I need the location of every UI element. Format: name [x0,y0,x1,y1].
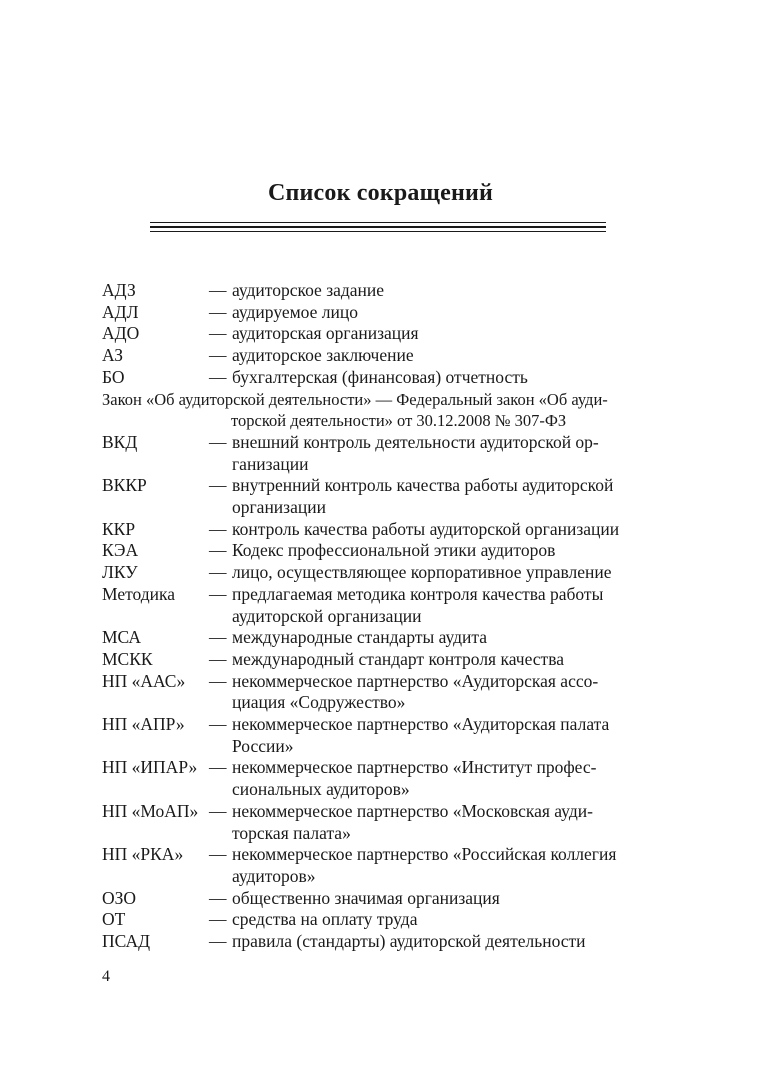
abbreviation-definition-wrap [209,627,647,649]
em-dash: — [209,931,227,952]
abbreviation-entry [102,540,647,562]
em-dash: — [209,583,227,604]
abbreviation-entry [102,909,647,931]
abbreviation-definition-wrap [209,909,647,931]
abbreviation-entry [102,323,647,345]
abbreviation-definition [232,323,647,345]
abbreviation-definition [232,584,647,627]
abbreviation-entry [102,757,647,800]
abbreviation-term: АДЗ [102,280,136,300]
em-dash: — [209,323,227,344]
definition-line: аудируемое лицо [232,301,358,322]
abbreviation-definition [232,888,647,910]
abbreviation-entry [102,931,647,953]
abbreviation-definition [232,562,647,584]
abbreviation-entry [102,562,647,584]
em-dash: — [209,518,227,539]
definition-line: внутренний контроль качества работы аудиторской [232,475,614,496]
definition-line: некоммерческое партнерство «Московская ауди- [232,800,593,821]
definition-line: правила (стандарты) аудиторской деятельности [232,931,586,952]
abbreviation-definition-wrap [209,757,647,800]
abbreviation-definition-wrap [209,888,647,910]
abbreviation-definition [232,931,647,953]
definition-line: бухгалтерская (финансовая) отчетность [232,366,528,387]
abbreviation-entry [102,584,647,627]
abbreviation-definition-wrap [209,931,647,953]
abbreviation-definition [232,367,647,389]
page-title: Список сокращений [267,180,494,206]
abbreviation-definition [232,540,647,562]
definition-line: Кодекс профессиональной этики аудиторов [232,540,556,561]
em-dash: — [209,887,227,908]
abbreviation-definition-wrap [209,801,647,844]
definition-line: аудиторское заключение [232,345,414,366]
abbreviation-definition [232,280,647,302]
abbreviation-term: МСА [102,627,141,648]
definition-line: международные стандарты аудита [232,627,488,648]
entry-text-line: торской деятельности» от 30.12.2008 № 307-ФЗ [231,411,567,431]
em-dash: — [209,345,227,366]
definition-line: некоммерческое партнерство «Институт профес- [232,757,597,778]
abbreviation-definition [232,909,647,931]
em-dash: — [209,800,227,821]
abbreviation-term: АДО [102,323,140,344]
definition-line: общественно значимая организация [232,887,500,908]
abbreviation-entry [102,345,647,367]
abbreviation-term: Методика [102,583,176,604]
em-dash: — [209,431,227,452]
abbreviation-entry [102,888,647,910]
abbreviation-entry [102,280,647,302]
abbreviation-term: ККР [102,518,136,539]
em-dash: — [209,648,227,669]
abbreviation-entry [102,519,647,541]
abbreviation-term: ВКД [102,431,138,452]
definition-line: некоммерческое партнерство «Аудиторская палата [232,714,610,735]
abbreviation-definition [232,627,647,649]
abbreviation-definition-wrap [209,649,647,671]
abbreviation-definition-wrap [209,519,647,541]
definition-line: аудиторов» [232,865,316,886]
abbreviation-term: НП «ААС» [102,670,186,691]
abbreviation-definition-wrap [209,323,647,345]
abbreviation-term: БО [102,366,125,387]
abbreviation-definition-wrap [209,584,647,627]
abbreviation-definition [232,757,647,800]
abbreviation-list [102,280,647,953]
abbreviation-definition-wrap [209,844,647,887]
definition-line: аудиторское задание [232,280,385,300]
em-dash: — [209,540,227,561]
abbreviation-definition [232,519,647,541]
em-dash: — [209,844,227,865]
abbreviation-entry [102,714,647,757]
abbreviation-definition-wrap [209,367,647,389]
abbreviation-definition-wrap [209,432,647,475]
abbreviation-definition-wrap [209,475,647,518]
abbreviation-definition-wrap [209,714,647,757]
definition-line: некоммерческое партнерство «Российская коллегия [232,844,617,865]
em-dash: — [209,475,227,496]
definition-line: ганизации [232,453,309,474]
definition-line: аудиторской организации [232,605,422,626]
abbreviation-term: ВККР [102,475,147,496]
abbreviation-entry-full [102,389,647,432]
abbreviation-entry [102,475,647,518]
abbreviation-definition-wrap [209,345,647,367]
abbreviation-entry [102,367,647,389]
page-number: 4 [102,968,110,985]
abbreviation-entry [102,649,647,671]
abbreviation-term: ПСАД [102,931,151,952]
abbreviation-definition [232,345,647,367]
abbreviation-entry [102,627,647,649]
abbreviation-term: НП «РКА» [102,844,184,865]
abbreviation-term: МСКК [102,648,153,669]
em-dash: — [209,909,227,930]
definition-line: аудиторская организация [232,323,419,344]
em-dash: — [209,627,227,648]
abbreviation-definition-wrap [209,562,647,584]
abbreviation-term: НП «МоАП» [102,800,199,821]
definition-line: сиональных аудиторов» [232,779,410,800]
definition-line: средства на оплату труда [232,909,418,930]
definition-line: торская палата» [232,822,351,843]
abbreviation-term: ЛКУ [102,562,138,583]
abbreviation-term: НП «АПР» [102,714,185,735]
abbreviation-term: АДЛ [102,301,139,322]
definition-line: циация «Содружество» [232,692,406,713]
abbreviation-definition [232,671,647,714]
em-dash: — [209,714,227,735]
abbreviation-term: КЭА [102,540,139,561]
title-rule-bottom [150,231,606,232]
abbreviation-term: АЗ [102,345,123,366]
em-dash: — [209,301,227,322]
abbreviation-definition [232,649,647,671]
abbreviation-definition-wrap [209,280,647,302]
em-dash: — [209,562,227,583]
definition-line: международный стандарт контроля качества [232,648,564,669]
abbreviation-entry [102,671,647,714]
abbreviation-definition [232,302,647,324]
abbreviation-definition [232,844,647,887]
definition-line: внешний контроль деятельности аудиторской ор- [232,431,599,452]
abbreviation-definition [232,801,647,844]
abbreviation-definition [232,432,647,475]
em-dash: — [209,366,227,387]
abbreviation-entry [102,844,647,887]
entry-text-line: Закон «Об аудиторской деятельности» — Федеральный закон «Об ауди- [102,389,608,409]
definition-line: лицо, осуществляющее корпоративное управление [232,562,612,583]
abbreviation-definition-wrap [209,671,647,714]
title-rule-top [150,222,606,223]
abbreviation-term: НП «ИПАР» [102,757,198,778]
abbreviation-entry [102,432,647,475]
em-dash: — [209,280,227,300]
abbreviation-entry [102,801,647,844]
abbreviation-definition [232,714,647,757]
definition-line: России» [232,735,294,756]
abbreviation-term: ОТ [102,909,126,930]
definition-line: контроль качества работы аудиторской организации [232,518,620,539]
abbreviation-definition-wrap [209,540,647,562]
abbreviation-definition [232,475,647,518]
abbreviation-term: ОЗО [102,887,137,908]
abbreviation-entry [102,302,647,324]
em-dash: — [209,757,227,778]
definition-line: предлагаемая методика контроля качества работы [232,583,604,604]
abbreviation-definition-wrap [209,302,647,324]
definition-line: организации [232,497,326,518]
definition-line: некоммерческое партнерство «Аудиторская ассо- [232,670,599,691]
title-rule-middle [150,226,606,228]
em-dash: — [209,670,227,691]
